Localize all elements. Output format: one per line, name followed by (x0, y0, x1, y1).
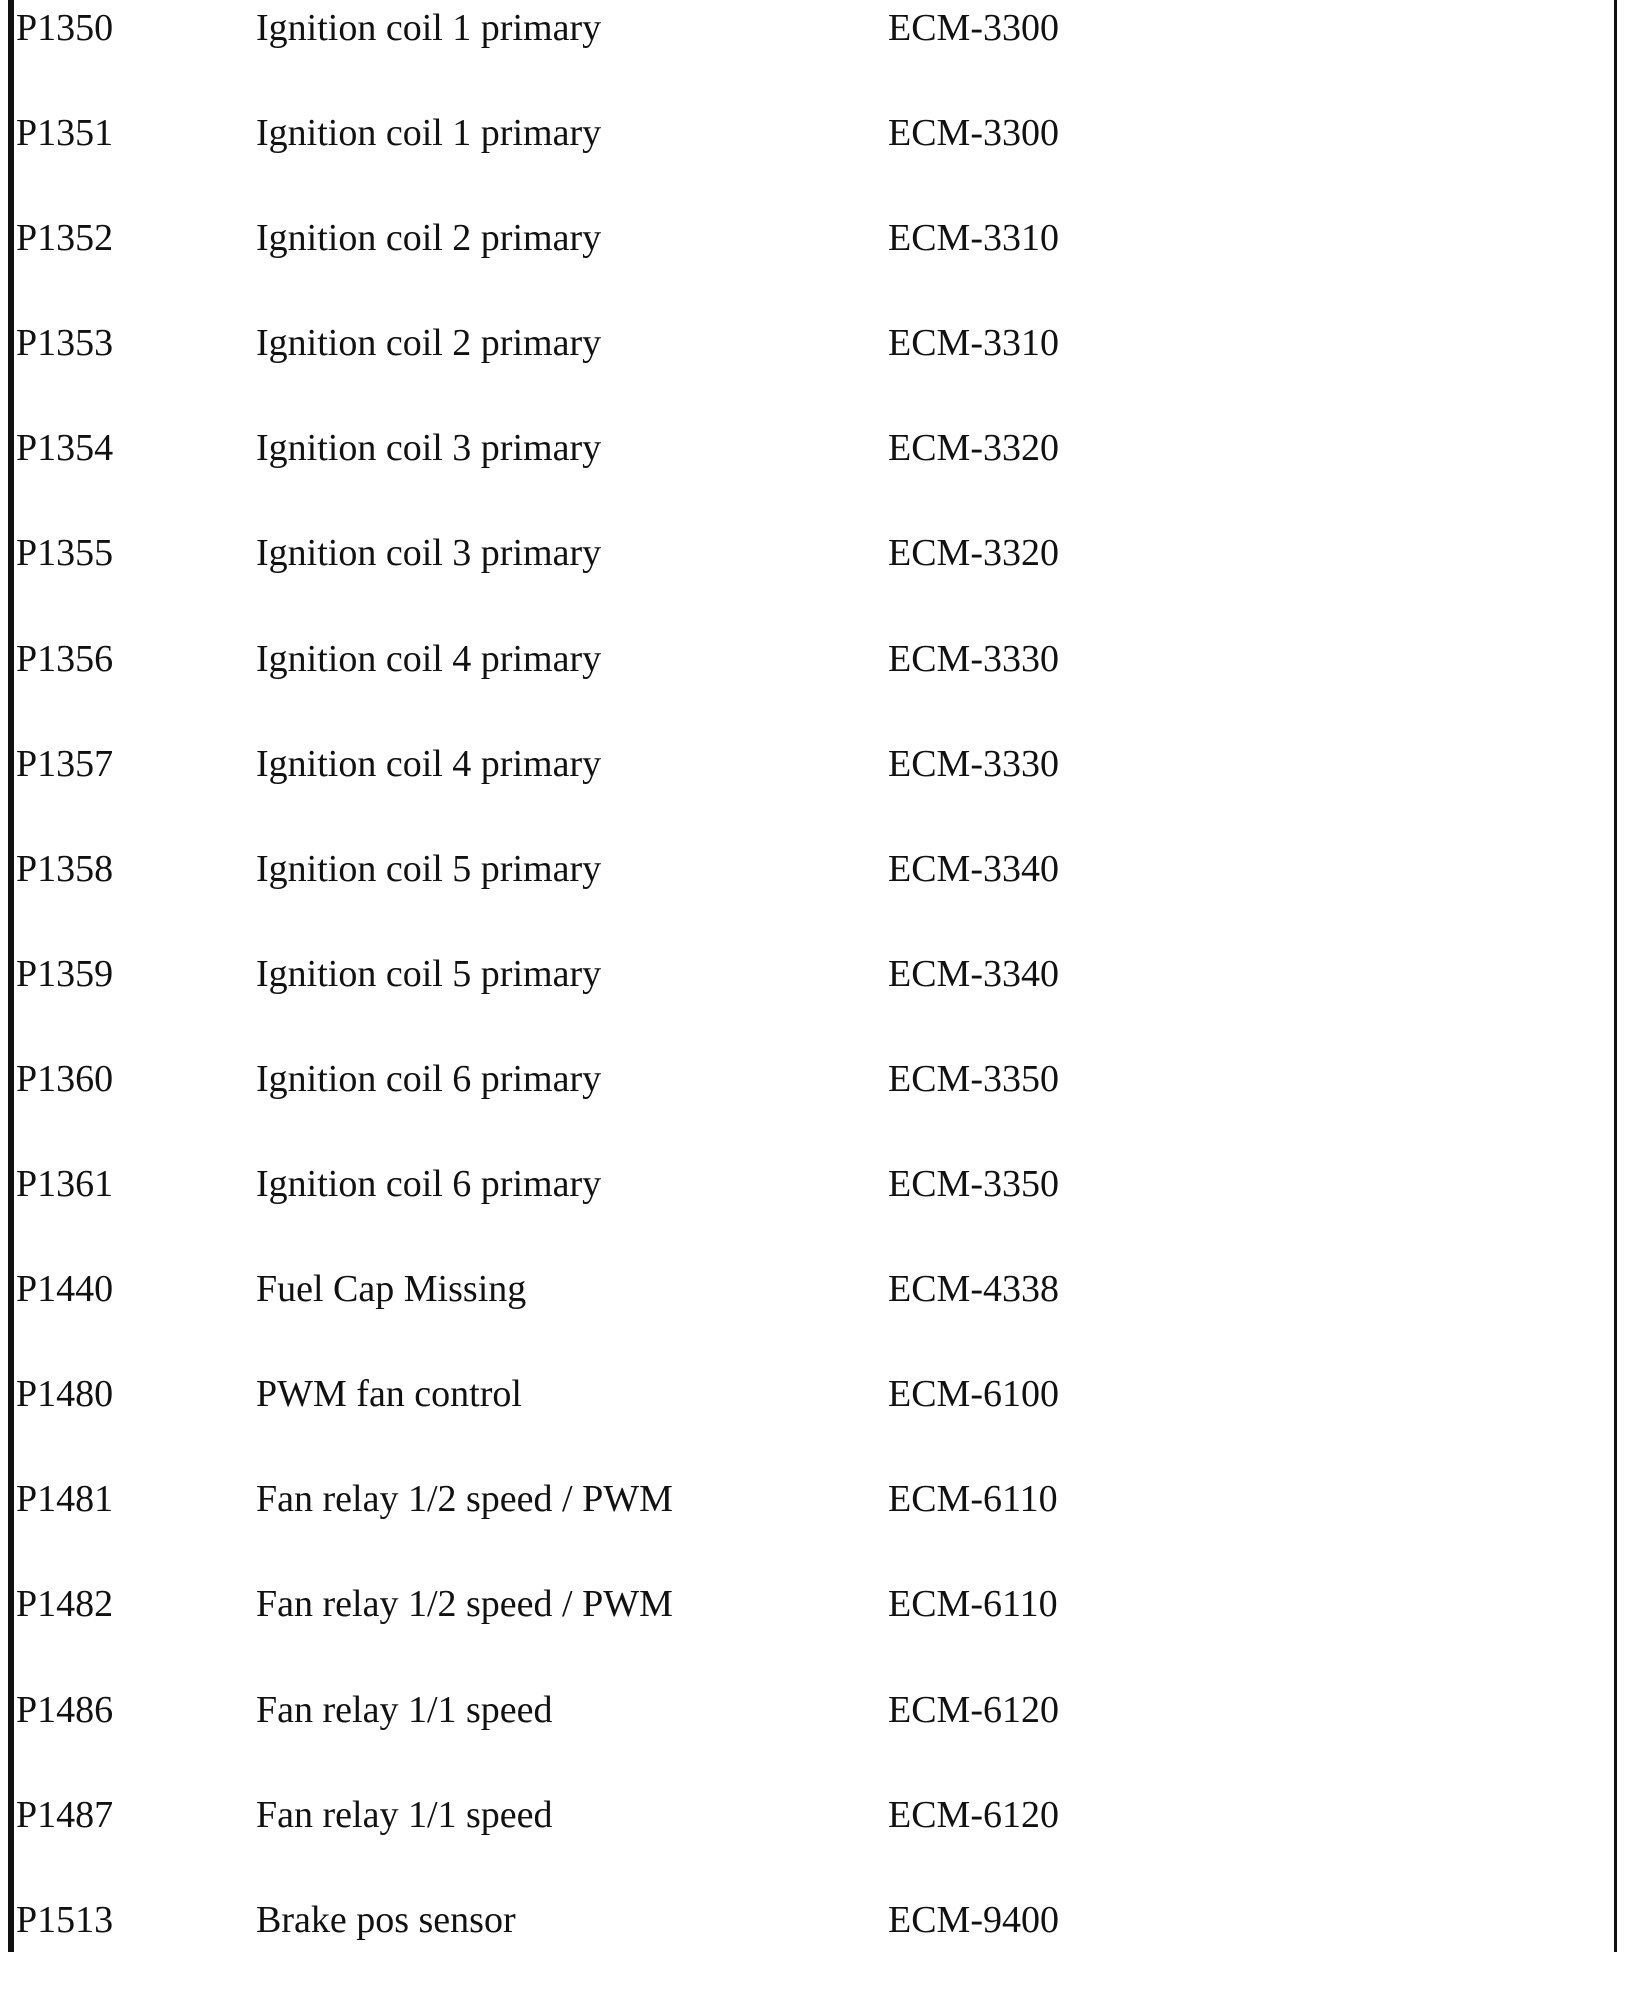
ecm-reference-cell: ECM-3300 (888, 112, 1059, 155)
ecm-reference-cell: ECM-3310 (888, 217, 1059, 260)
ecm-reference-cell: ECM-6120 (888, 1688, 1059, 1731)
table-row (0, 525, 1632, 630)
ecm-reference-cell: ECM-3300 (888, 7, 1059, 49)
table-row (0, 631, 1632, 736)
description-cell: Ignition coil 6 primary (256, 1057, 602, 1100)
table-row (0, 841, 1632, 946)
description-cell: Ignition coil 1 primary (256, 7, 602, 49)
description-cell: Ignition coil 5 primary (256, 952, 602, 995)
table-row (0, 1787, 1632, 1892)
ecm-reference-cell: ECM-9400 (888, 1898, 1059, 1941)
ecm-reference-cell: ECM-3350 (888, 1057, 1059, 1100)
table-row (0, 1261, 1632, 1366)
fault-code-cell: P1481 (16, 1478, 114, 1521)
fault-code-cell: P1361 (16, 1163, 114, 1206)
ecm-reference-cell: ECM-3310 (888, 322, 1059, 365)
ecm-reference-cell: ECM-3320 (888, 532, 1059, 575)
ecm-reference-cell: ECM-4338 (888, 1268, 1059, 1311)
fault-code-cell: P1480 (16, 1373, 114, 1416)
description-cell: Fan relay 1/2 speed / PWM (256, 1583, 673, 1626)
description-cell: Ignition coil 5 primary (256, 847, 602, 890)
ecm-reference-cell: ECM-6100 (888, 1373, 1059, 1416)
description-cell: Brake pos sensor (256, 1898, 516, 1941)
table-row (0, 420, 1632, 525)
description-cell: Ignition coil 2 primary (256, 217, 602, 260)
table-row (0, 946, 1632, 1051)
description-cell: Fuel Cap Missing (256, 1268, 527, 1311)
description-cell: Ignition coil 2 primary (256, 322, 602, 365)
ecm-reference-cell: ECM-3350 (888, 1163, 1059, 1206)
fault-code-cell: P1351 (16, 112, 114, 155)
table-row (0, 210, 1632, 315)
fault-code-cell: P1486 (16, 1688, 114, 1731)
fault-code-cell: P1357 (16, 742, 114, 785)
fault-code-cell: P1358 (16, 847, 114, 890)
fault-code-cell: P1354 (16, 427, 114, 470)
ecm-reference-cell: ECM-6110 (888, 1583, 1058, 1626)
fault-code-cell: P1356 (16, 637, 114, 680)
ecm-reference-cell: ECM-6120 (888, 1793, 1059, 1836)
fault-code-cell: P1482 (16, 1583, 114, 1626)
fault-code-cell: P1360 (16, 1057, 114, 1100)
table-row (0, 1892, 1632, 1997)
fault-code-cell: P1440 (16, 1268, 114, 1311)
ecm-reference-cell: ECM-6110 (888, 1478, 1058, 1521)
table-row (0, 105, 1632, 210)
description-cell: Ignition coil 3 primary (256, 532, 602, 575)
description-cell: Ignition coil 4 primary (256, 742, 602, 785)
ecm-reference-cell: ECM-3340 (888, 952, 1059, 995)
ecm-reference-cell: ECM-3330 (888, 742, 1059, 785)
fault-code-cell: P1352 (16, 217, 114, 260)
description-cell: Ignition coil 6 primary (256, 1163, 602, 1206)
table-row (0, 1051, 1632, 1156)
description-cell: Ignition coil 1 primary (256, 112, 602, 155)
table-row (0, 1366, 1632, 1471)
fault-code-cell: P1359 (16, 952, 114, 995)
ecm-reference-cell: ECM-3330 (888, 637, 1059, 680)
description-cell: PWM fan control (256, 1373, 522, 1416)
table-row (0, 315, 1632, 420)
description-cell: Ignition coil 4 primary (256, 637, 602, 680)
fault-code-cell: P1513 (16, 1898, 114, 1941)
description-cell: Ignition coil 3 primary (256, 427, 602, 470)
table-row (0, 0, 1632, 105)
fault-code-cell: P1350 (16, 7, 114, 49)
ecm-reference-cell: ECM-3320 (888, 427, 1059, 470)
table-row (0, 736, 1632, 841)
description-cell: Fan relay 1/2 speed / PWM (256, 1478, 673, 1521)
ecm-reference-cell: ECM-3340 (888, 847, 1059, 890)
description-cell: Fan relay 1/1 speed (256, 1688, 553, 1731)
fault-code-cell: P1487 (16, 1793, 114, 1836)
table-row (0, 1471, 1632, 1576)
description-cell: Fan relay 1/1 speed (256, 1793, 553, 1836)
fault-code-cell: P1353 (16, 322, 114, 365)
table-row (0, 1576, 1632, 1681)
fault-code-cell: P1355 (16, 532, 114, 575)
table-row (0, 1682, 1632, 1787)
table-row (0, 1156, 1632, 1261)
